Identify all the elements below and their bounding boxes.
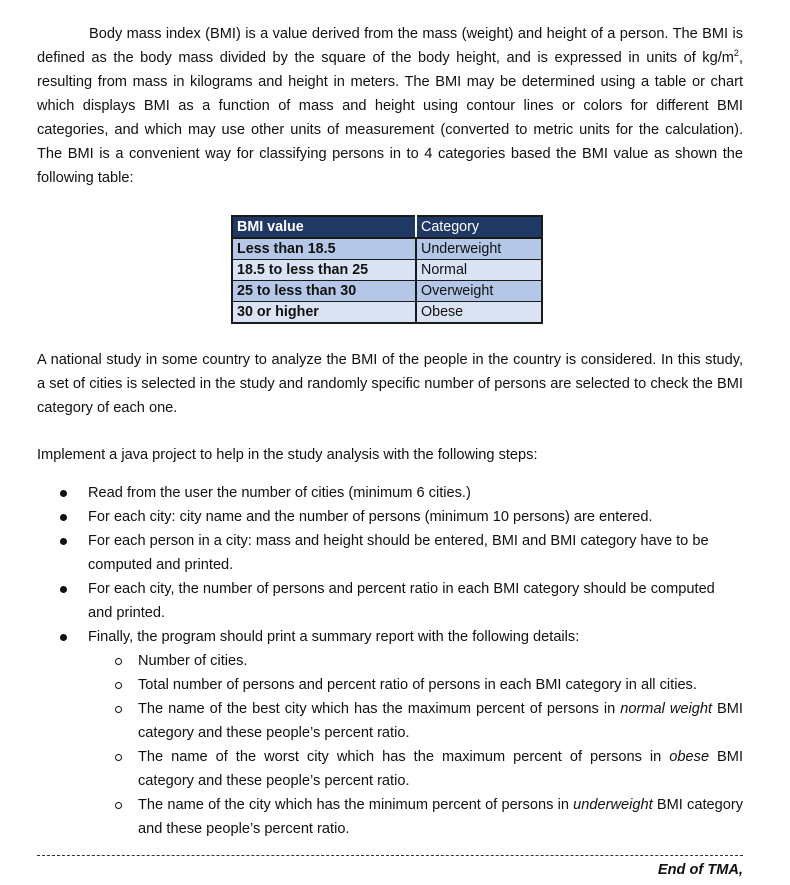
step-text: For each person in a city: mass and height should be entered, BMI and BMI category have to be computed and printed. xyxy=(88,533,709,573)
detail-text: The name of the worst city which has the maximum percent of persons in xyxy=(138,749,670,765)
step-text: For each city, the number of persons and percent ratio in each BMI category should be computed and printed. xyxy=(88,581,715,621)
detail-text: BMI category and these people’s percent ratio. xyxy=(138,749,744,789)
document-page xyxy=(37,22,744,837)
bmi-value-cell: 30 or higher xyxy=(232,302,416,324)
circle-bullet-icon xyxy=(115,706,122,713)
list-item xyxy=(88,673,743,697)
step-text: Read from the user the number of cities (minimum 6 cities.) xyxy=(88,485,471,501)
list-item xyxy=(37,481,743,505)
task-intro: Implement a java project to help in the study analysis with the following steps: xyxy=(37,447,538,463)
header-bmi-value: BMI value xyxy=(232,216,416,238)
end-note: End of TMA, xyxy=(657,862,743,878)
list-item xyxy=(37,505,743,529)
list-item xyxy=(88,649,743,673)
list-item xyxy=(37,529,743,577)
list-item xyxy=(88,697,743,745)
table-row xyxy=(232,281,542,302)
bmi-value-cell: Less than 18.5 xyxy=(232,238,416,260)
table-row xyxy=(232,260,542,281)
detail-text: BMI category and these people’s percent ratio. xyxy=(138,797,744,837)
detail-text: BMI category and these people’s percent ratio. xyxy=(138,701,743,741)
list-item xyxy=(37,625,743,841)
bullet-icon xyxy=(60,490,67,497)
circle-bullet-icon xyxy=(115,754,122,761)
circle-bullet-icon xyxy=(115,658,122,665)
header-category: Category xyxy=(416,216,542,238)
bullet-icon xyxy=(60,538,67,545)
bmi-category-table xyxy=(231,215,543,324)
detail-text: Total number of persons and percent ratio of persons in each BMI category in all cities. xyxy=(138,677,697,693)
intro-paragraph xyxy=(37,22,743,190)
bullet-icon xyxy=(60,514,67,521)
step-text: Finally, the program should print a summary report with the following details: xyxy=(88,629,580,645)
bmi-table-container xyxy=(231,215,543,324)
table-header-row xyxy=(232,216,542,238)
intro-text-part1: Body mass index (BMI) is a value derived from the mass (weight) and height of a person. The BMI is defined as the body mass divided by the square of the body height, and is expressed in units of kg/m xyxy=(37,26,743,66)
category-cell: Underweight xyxy=(416,238,542,260)
bmi-value-cell: 18.5 to less than 25 xyxy=(232,260,416,281)
list-item xyxy=(37,577,743,625)
circle-bullet-icon xyxy=(115,802,122,809)
intro-text-part2: , resulting from mass in kilograms and height in meters. The BMI may be determined using a table or chart which displays BMI as a function of mass and height using contour lines or colors for different BMI categories, and which may use other units of measurement (converted to metric units for the calculation). The BMI is a convenient way for classifying persons in to 4 categories based the BMI value as shown the following table: xyxy=(37,50,743,186)
circle-bullet-icon xyxy=(115,682,122,689)
category-cell: Normal xyxy=(416,260,542,281)
emphasis-text: obese xyxy=(669,749,710,765)
unit-superscript: 2 xyxy=(733,48,739,58)
steps-list xyxy=(37,481,743,841)
dashed-divider xyxy=(37,855,743,856)
bullet-icon xyxy=(60,586,67,593)
list-item xyxy=(88,793,743,841)
emphasis-text: normal weight xyxy=(620,701,713,717)
list-item xyxy=(88,745,743,793)
category-cell: Obese xyxy=(416,302,542,324)
table-row xyxy=(232,238,542,260)
study-paragraph: A national study in some country to analyze the BMI of the people in the country is considered. In this study, a set of cities is selected in the study and randomly specific number of persons are selected to check the BMI category of each one. xyxy=(37,352,743,416)
step-text: For each city: city name and the number of persons (minimum 10 persons) are entered. xyxy=(88,509,653,525)
detail-text: Number of cities. xyxy=(138,653,248,669)
bullet-icon xyxy=(60,634,67,641)
category-cell: Overweight xyxy=(416,281,542,302)
summary-details-list xyxy=(88,649,743,841)
detail-text: The name of the city which has the minimum percent of persons in xyxy=(138,797,574,813)
emphasis-text: underweight xyxy=(573,797,653,813)
bmi-value-cell: 25 to less than 30 xyxy=(232,281,416,302)
table-row xyxy=(232,302,542,324)
detail-text: The name of the best city which has the maximum percent of persons in xyxy=(138,701,621,717)
